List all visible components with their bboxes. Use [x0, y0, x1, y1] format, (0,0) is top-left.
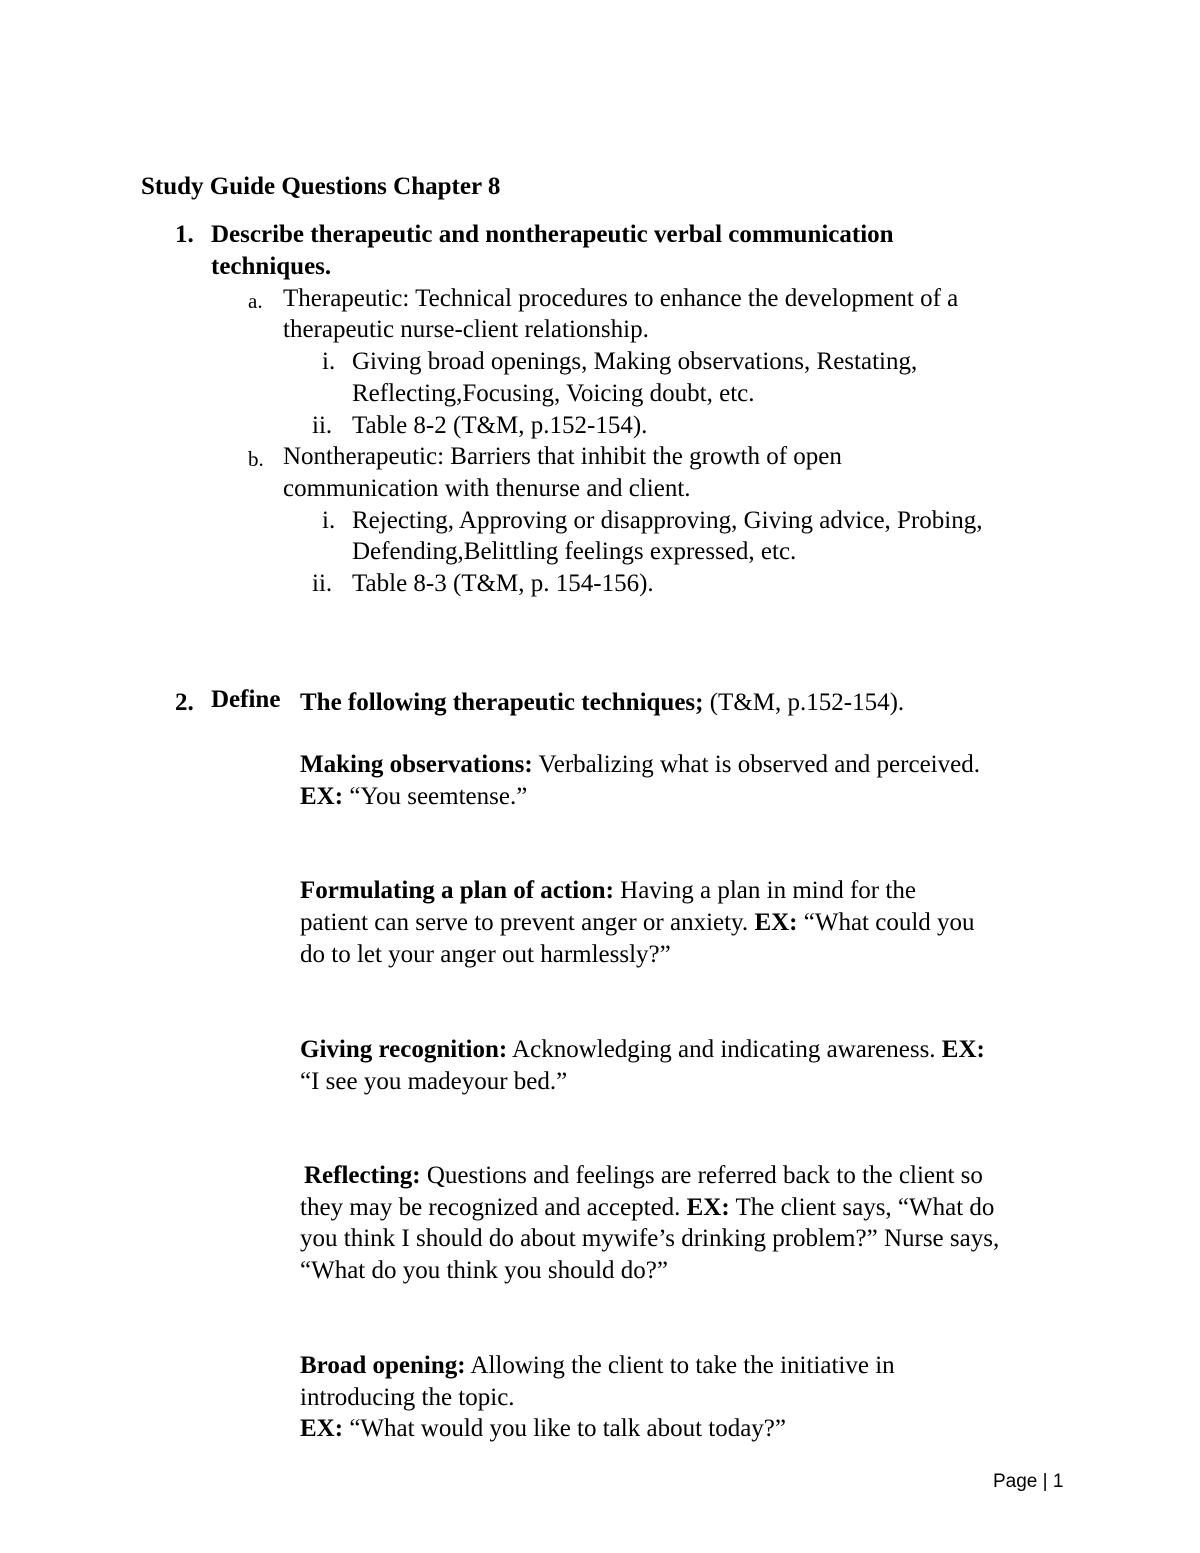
ex-label: EX: [754, 909, 798, 936]
formulating-def-cont: patient can serve to prevent anger or anxiety. [300, 909, 755, 936]
page-title: Study Guide Questions Chapter 8 [141, 173, 501, 200]
example-text: “What would you like to talk about today?” [343, 1415, 786, 1442]
broad-opening-def: Allowing the client to take the initiative in [465, 1352, 895, 1379]
q1-a-line1: Therapeutic: Technical procedures to enhance the development of a [283, 285, 959, 312]
reflecting-line4: “What do you think you should do?” [300, 1257, 668, 1284]
q1-b-i-marker: i. [322, 507, 336, 534]
reflecting-def-cont: they may be recognized and accepted. [300, 1194, 687, 1221]
recognition-def: Acknowledging and indicating awareness. [507, 1036, 942, 1063]
q1-b-i-line1: Rejecting, Approving or disapproving, Giving advice, Probing, [352, 507, 983, 534]
broad-opening-line1 [300, 1350, 895, 1382]
example-text: The client says, “What do [729, 1194, 995, 1221]
making-observations-def: Verbalizing what is observed and perceived. [532, 751, 980, 778]
q1-a-marker: a. [248, 289, 263, 313]
formulating-def: Having a plan in mind for the [613, 877, 916, 904]
q1-a-i-marker: i. [322, 348, 336, 375]
q2-define: Define [211, 686, 281, 713]
ex-label: EX: [941, 1036, 985, 1063]
q1-number: 1. [175, 221, 194, 248]
making-observations-example [300, 781, 527, 813]
q1-text-line1: Describe therapeutic and nontherapeutic verbal communication [211, 221, 894, 248]
reflecting-def: Questions and feelings are referred back to the client so [420, 1162, 983, 1189]
broad-opening-example [300, 1413, 786, 1445]
reflecting-line1 [304, 1160, 983, 1192]
making-observations-term: Making observations: [300, 751, 533, 778]
making-observations-line1 [300, 749, 980, 781]
reflecting-line3: you think I should do about mywife’s drinking problem?” Nurse says, [300, 1225, 1000, 1252]
q1-b-marker: b. [248, 447, 264, 471]
reflecting-line2 [300, 1192, 994, 1224]
formulating-line1 [300, 875, 916, 907]
q1-a-i-line2: Reflecting,Focusing, Voicing doubt, etc. [352, 380, 755, 407]
reflecting-term: Reflecting: [304, 1162, 421, 1189]
ex-label: EX: [300, 1415, 344, 1442]
q1-a-i-line1: Giving broad openings, Making observations, Restating, [352, 348, 918, 375]
q2-heading-ref: (T&M, p.152-154). [703, 689, 905, 716]
ex-label: EX: [300, 783, 344, 810]
q2-number: 2. [175, 689, 194, 716]
q1-b-ii-line: Table 8-3 (T&M, p. 154-156). [352, 570, 654, 597]
ex-label: EX: [686, 1194, 730, 1221]
example-text: “What could you [797, 909, 975, 936]
q1-b-line1: Nontherapeutic: Barriers that inhibit the growth of open [283, 443, 842, 470]
q2-heading [300, 687, 904, 719]
broad-opening-line2: introducing the topic. [300, 1384, 515, 1411]
broad-opening-term: Broad opening: [300, 1352, 466, 1379]
example-text: “You seemtense.” [343, 783, 528, 810]
q2-heading-bold: The following therapeutic techniques; [300, 689, 704, 716]
q1-a-ii-marker: ii. [312, 412, 333, 439]
q1-text-line2: techniques. [211, 253, 332, 280]
q1-a-line2: therapeutic nurse-client relationship. [283, 316, 649, 343]
formulating-term: Formulating a plan of action: [300, 877, 614, 904]
recognition-line1 [300, 1034, 985, 1066]
q1-b-line2: communication with thenurse and client. [283, 475, 691, 502]
q1-b-ii-marker: ii. [312, 570, 333, 597]
formulating-line3: do to let your anger out harmlessly?” [300, 941, 671, 968]
recognition-term: Giving recognition: [300, 1036, 508, 1063]
recognition-line2: “I see you madeyour bed.” [300, 1068, 568, 1095]
q1-a-ii-line: Table 8-2 (T&M, p.152-154). [352, 412, 648, 439]
q1-b-i-line2: Defending,Belittling feelings expressed, etc. [352, 538, 797, 565]
formulating-line2 [300, 907, 975, 939]
page-number: Page | 1 [993, 1471, 1064, 1492]
